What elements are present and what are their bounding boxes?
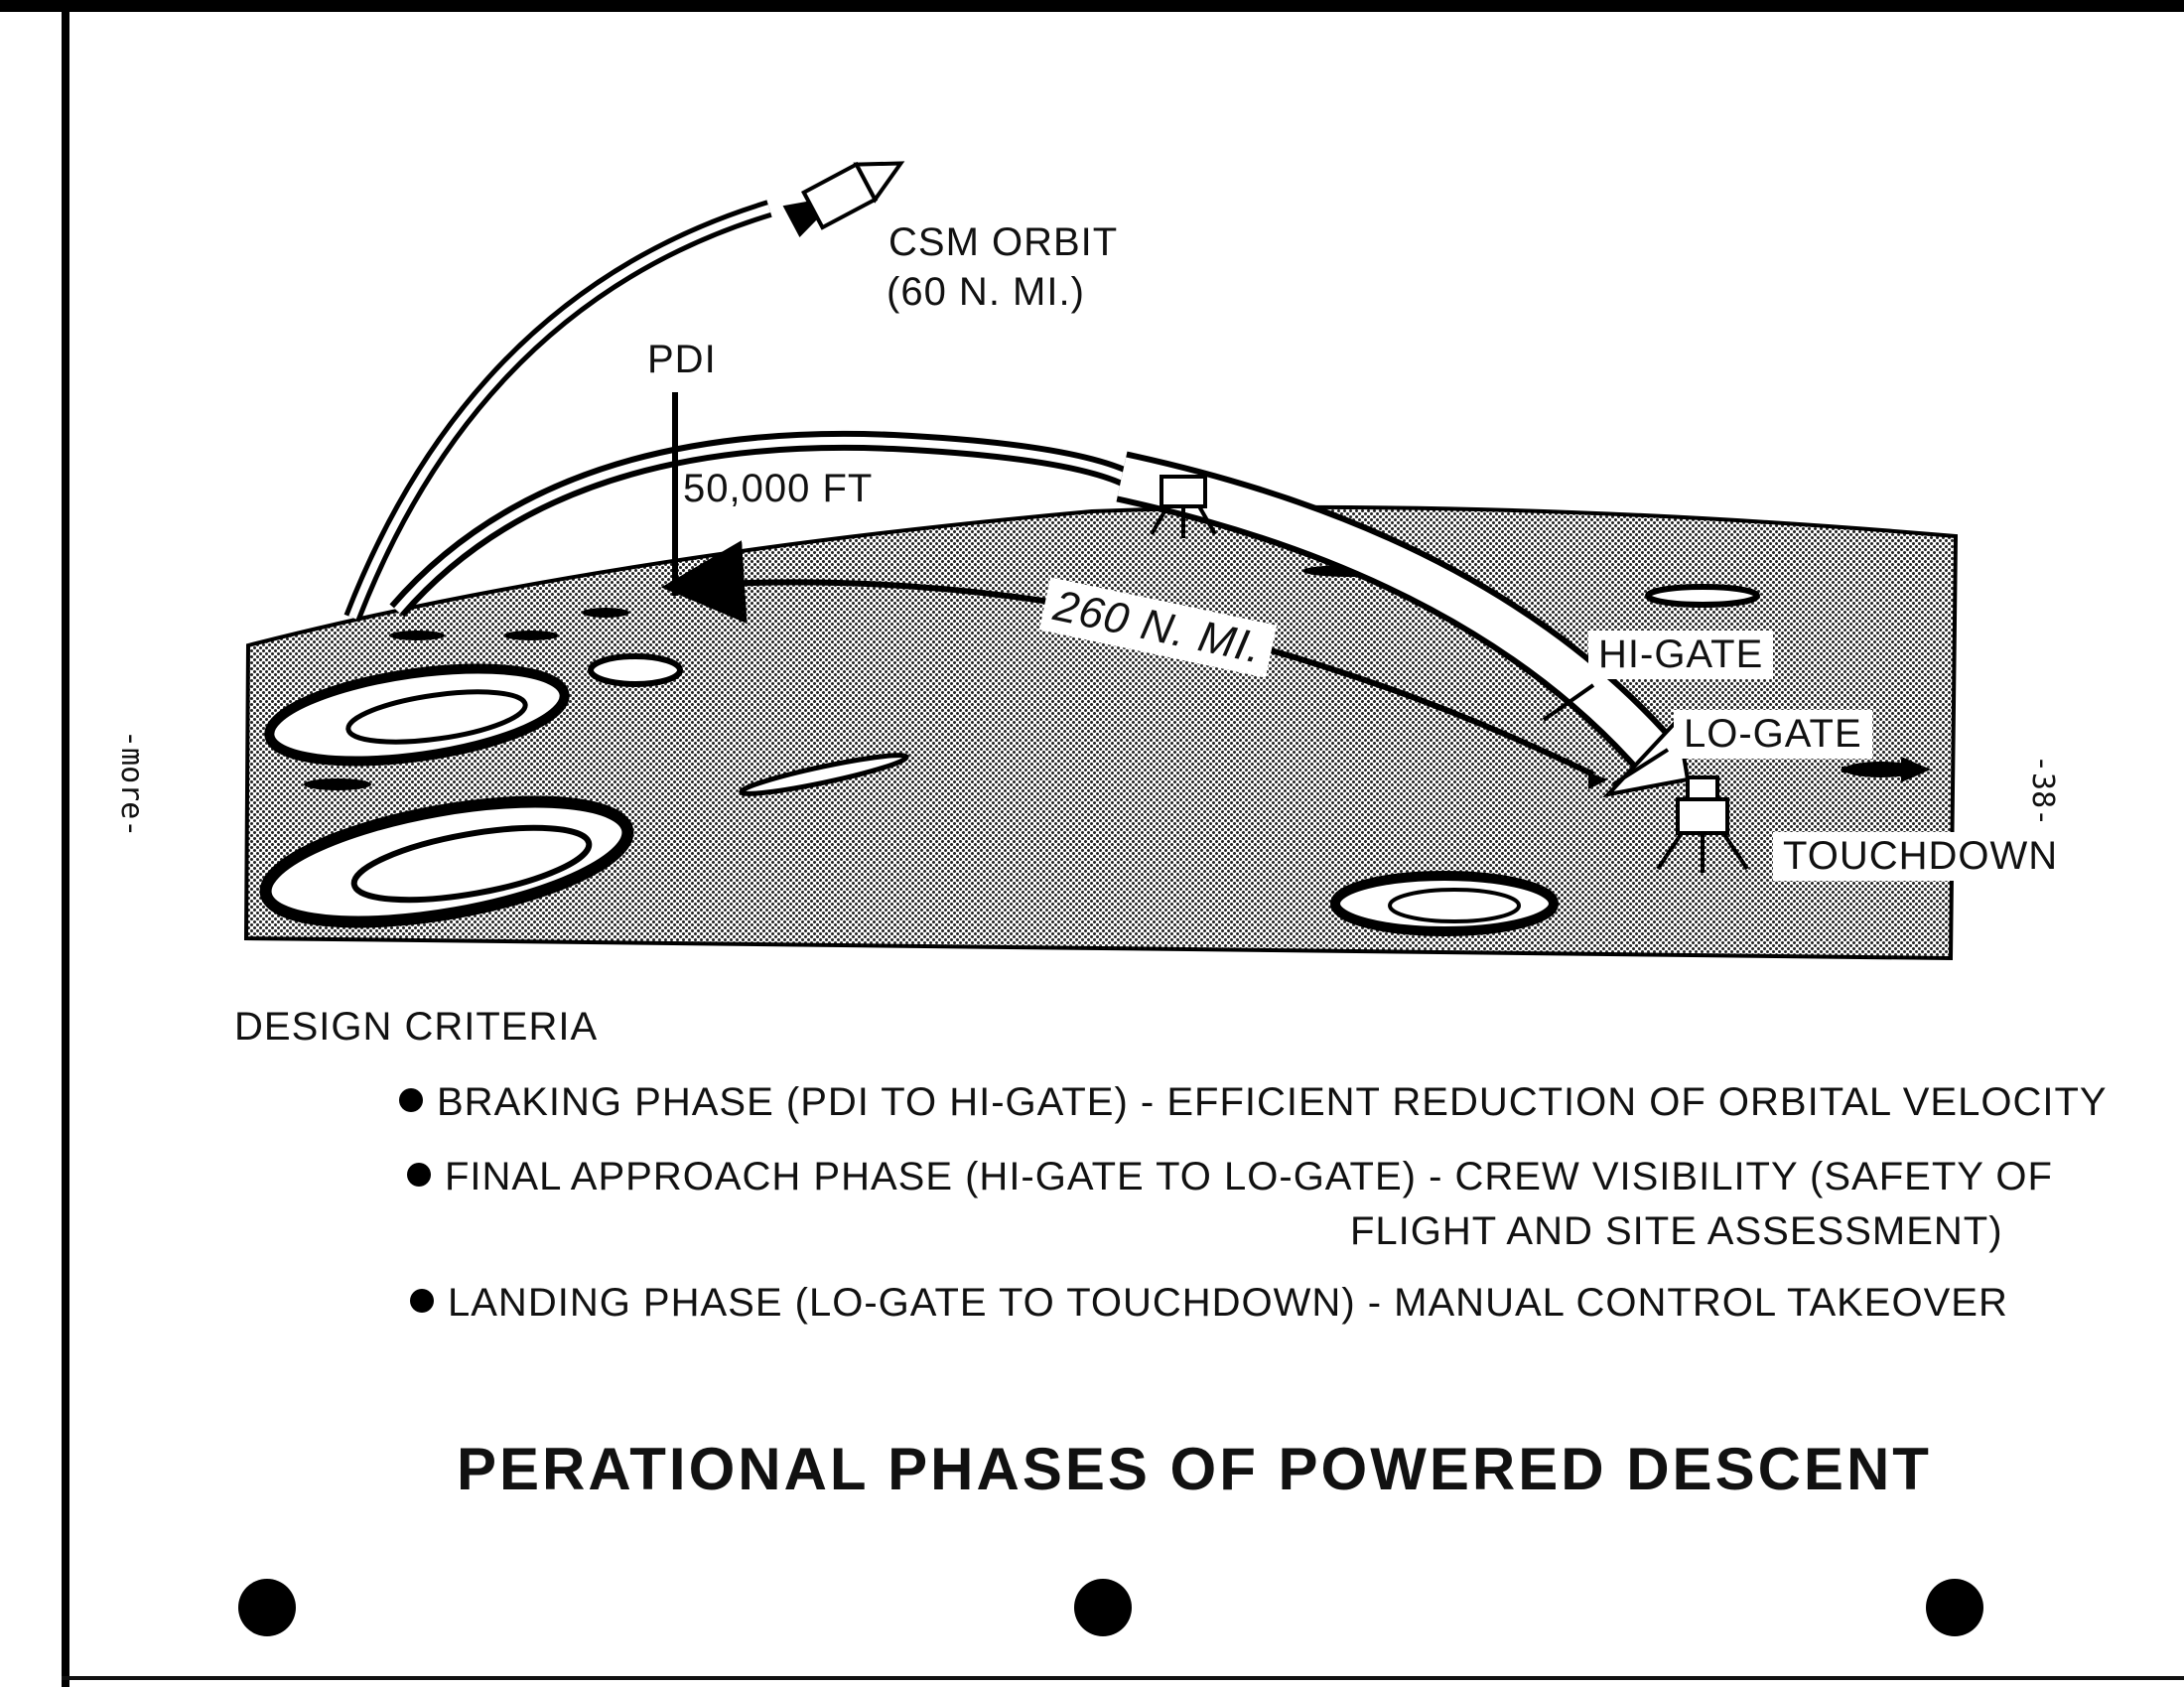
range-label: 260 N. MI. [1039,577,1277,677]
criteria-item-braking-text: BRAKING PHASE (PDI TO HI-GATE) - EFFICIENT REDUCTION OF ORBITAL VELOCITY [437,1080,2108,1124]
criteria-item-final-approach-text: FINAL APPROACH PHASE (HI-GATE TO LO-GATE) - CREW VISIBILITY (SAFETY OF [445,1155,2053,1198]
more-note: -more- [114,730,149,838]
csm-orbit-altitude-label: (60 N. MI.) [887,270,1085,314]
touchdown-label: TOUCHDOWN [1773,832,2068,881]
design-criteria-heading: DESIGN CRITERIA [234,1005,599,1049]
page-border-bottom [62,1676,2184,1680]
bullet-icon [410,1289,434,1313]
criteria-item-landing-text: LANDING PHASE (LO-GATE TO TOUCHDOWN) - MANUAL CONTROL TAKEOVER [448,1281,2008,1325]
page-title: PERATIONAL PHASES OF POWERED DESCENT [457,1436,1932,1502]
criteria-item-landing [410,1281,2008,1326]
pdi-label: PDI [647,338,717,381]
hi-gate-label: HI-GATE [1588,631,1773,679]
altitude-label: 50,000 FT [683,467,874,510]
crater-small-left [591,656,680,684]
bullet-icon [399,1088,423,1112]
criteria-item-braking [399,1080,2108,1125]
criteria-item-final-approach-continued: FLIGHT AND SITE ASSESSMENT) [1350,1209,2003,1253]
csm-orbit-label: CSM ORBIT [888,220,1119,264]
crater-bottom-right [1335,876,1554,931]
punch-hole-right [1926,1579,1983,1636]
lo-gate-label: LO-GATE [1674,710,1872,759]
bullet-icon [407,1163,431,1187]
criteria-item-final-approach [407,1155,2053,1199]
page-number: -38- [2025,755,2060,827]
punch-hole-left [238,1579,296,1636]
punch-hole-center [1074,1579,1132,1636]
